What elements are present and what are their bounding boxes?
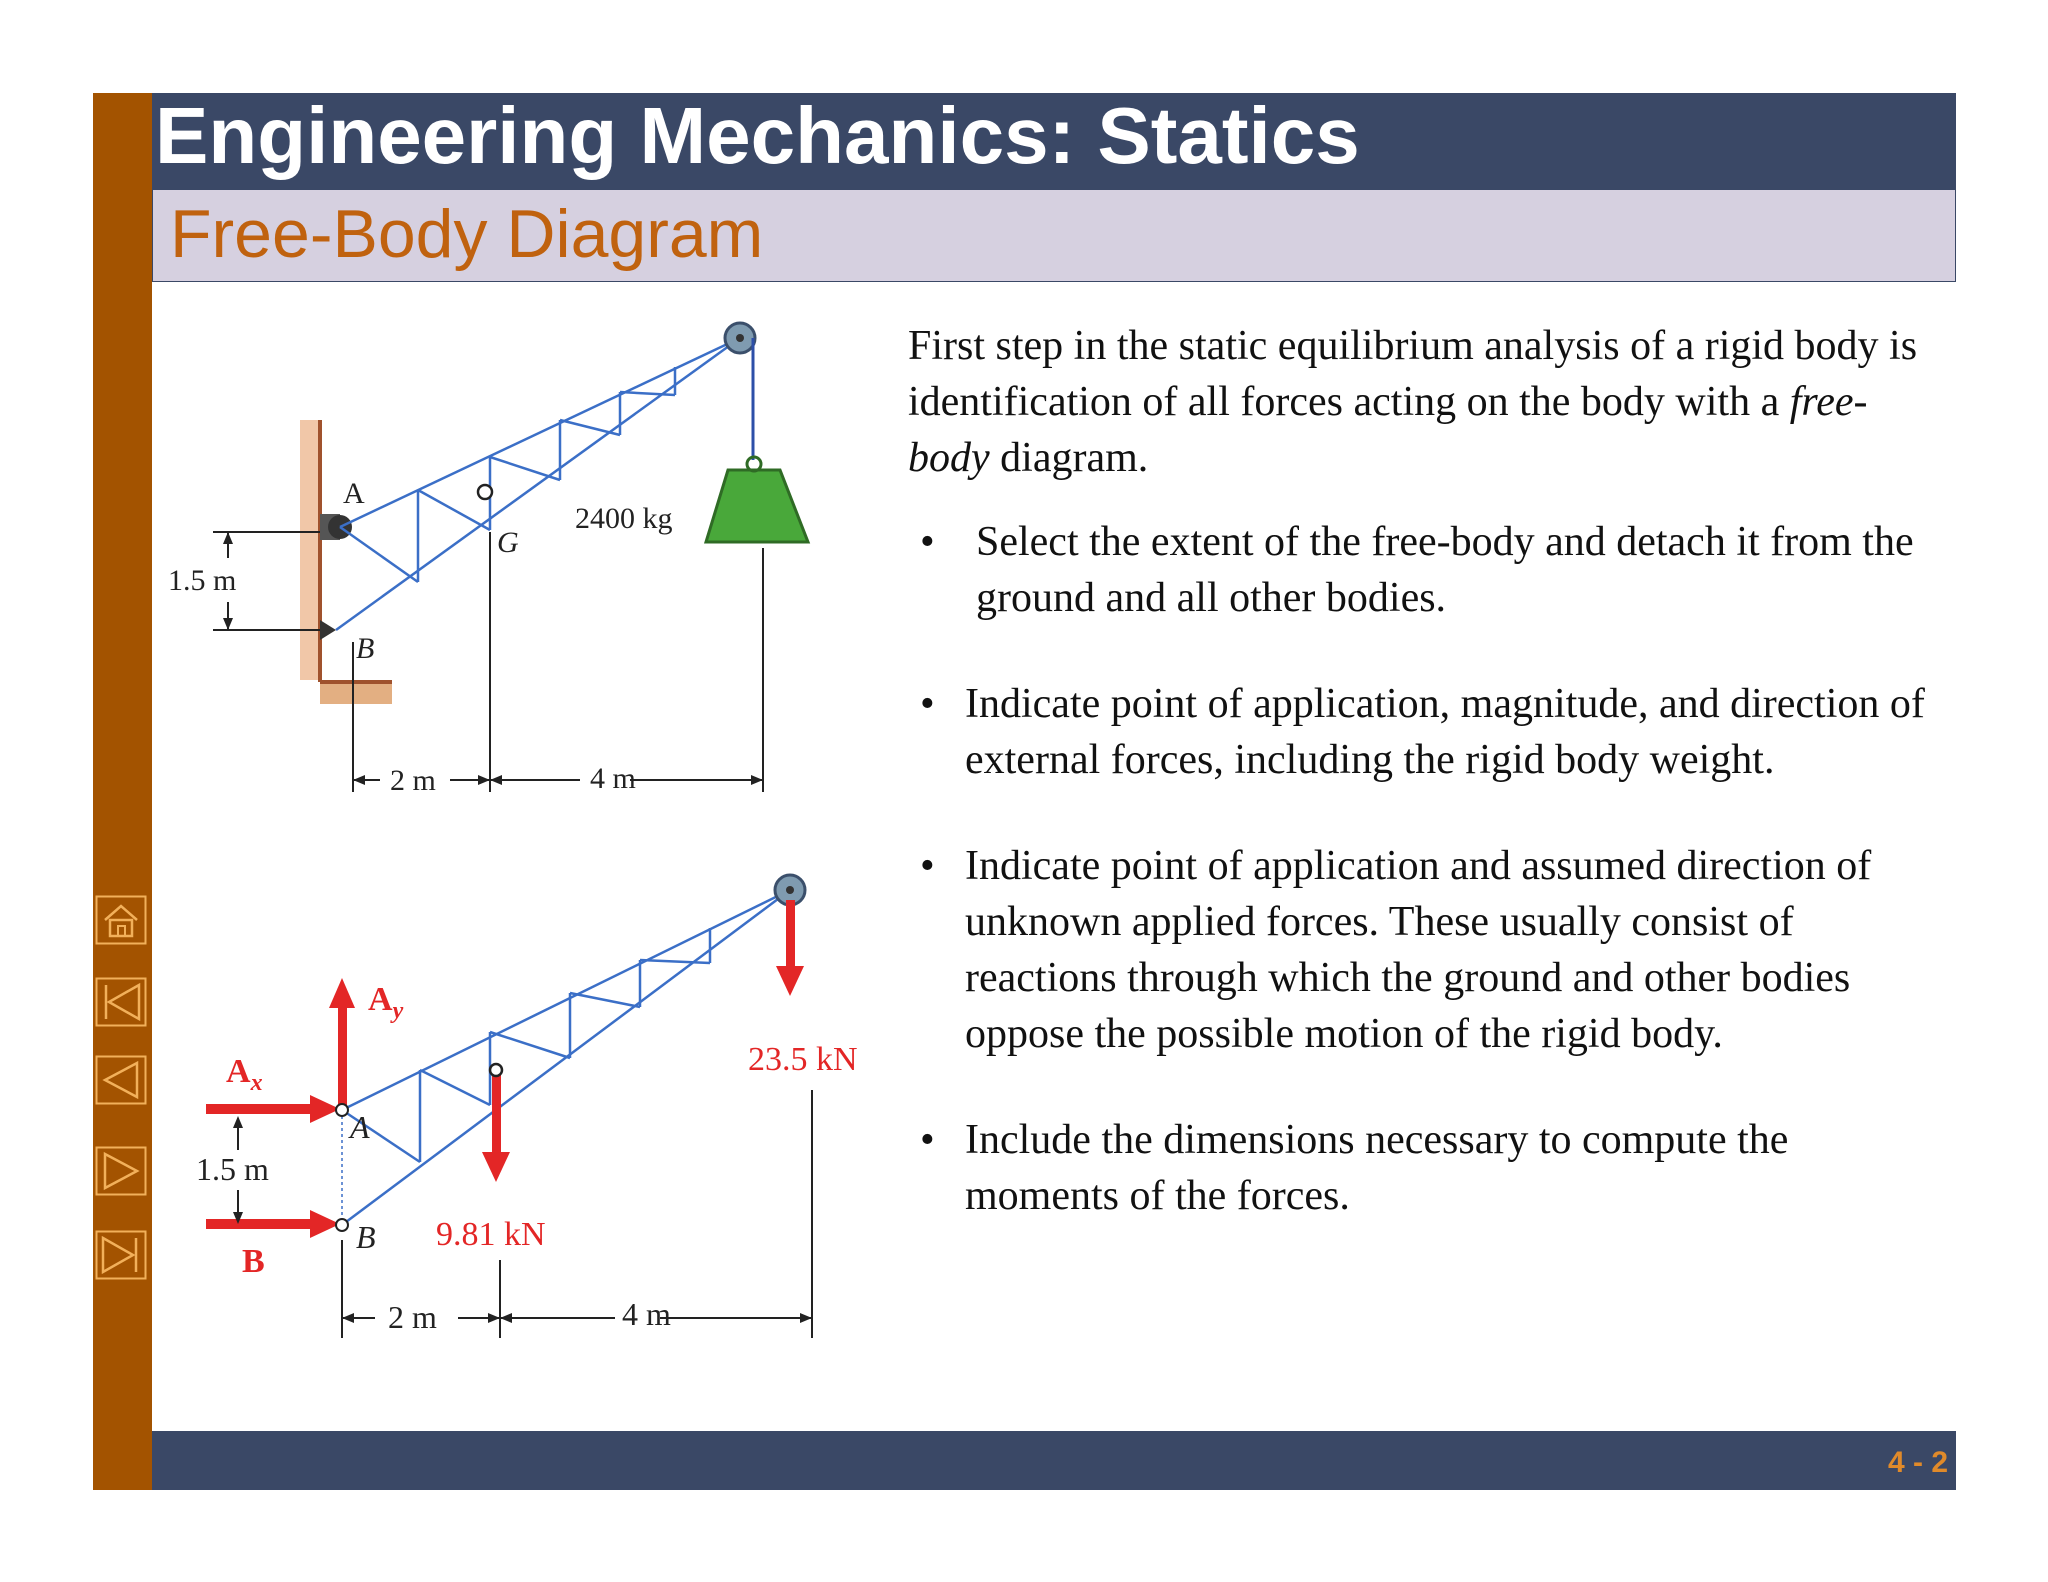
previous-slide-button[interactable] <box>95 1055 147 1105</box>
dim-vertical: 1.5 m <box>168 564 237 597</box>
ground <box>320 682 392 704</box>
dim-4m: 4 m <box>590 762 636 795</box>
force-arrows <box>206 900 804 1238</box>
dim-4m: 4 m <box>622 1296 671 1332</box>
next-slide-button[interactable] <box>95 1146 147 1196</box>
center-of-gravity <box>490 1064 502 1076</box>
dim-2m: 2 m <box>390 764 436 797</box>
intro-paragraph <box>908 318 1948 486</box>
home-icon <box>95 895 147 945</box>
rocker-b <box>320 620 336 640</box>
load-weight: 9.81 kN <box>436 1216 546 1253</box>
bullet-text: Include the dimensions necessary to compute the moments of the forces. <box>965 1117 1789 1219</box>
label-g: G <box>497 526 519 559</box>
bullet-item <box>908 676 1948 788</box>
pulley-hub <box>736 334 744 342</box>
bullet-item <box>908 514 1948 626</box>
bullet-text: Select the extent of the free-body and detach it from the ground and all other bodies. <box>976 519 1914 621</box>
intro-post: diagram. <box>989 435 1149 481</box>
dim-2m: 2 m <box>388 1299 437 1335</box>
dim-vertical: 1.5 m <box>196 1151 269 1187</box>
pin-a <box>336 1104 348 1116</box>
footer-bar <box>152 1431 1956 1490</box>
bullet-text: Indicate point of application and assumed direction of unknown applied forces. These usually consist of reactions through which the ground and other bodies oppose the possible motion of the rigid body. <box>965 843 1872 1057</box>
page-number: 4 - 2 <box>1887 1446 1948 1479</box>
bullet-item <box>908 838 1948 1062</box>
fbd-pulley-hub <box>786 886 794 894</box>
pin-b <box>336 1219 348 1231</box>
bullet-dot: • <box>920 681 935 727</box>
label-b-point: B <box>356 1219 376 1255</box>
crane-diagram <box>160 300 860 820</box>
bullet-text: Indicate point of application, magnitude, and direction of external forces, including the rigid body weight. <box>965 681 1925 783</box>
bullet-item <box>908 1112 1948 1224</box>
text-content <box>908 318 1948 1224</box>
label-a: A <box>343 477 365 510</box>
truss <box>336 338 740 630</box>
bullet-dot: • <box>920 843 935 889</box>
intro-pre: First step in the static equilibrium analysis of a rigid body is identification of all forces acting on the body with a <box>908 323 1918 425</box>
bullet-dot: • <box>920 1117 935 1163</box>
label-b-force: B <box>242 1243 265 1280</box>
first-slide-button[interactable] <box>95 977 147 1027</box>
wall <box>300 420 320 680</box>
load-mass: 23.5 kN <box>748 1041 858 1078</box>
dimension-lines <box>213 532 763 792</box>
fbd-dimension-lines <box>238 1090 812 1338</box>
fbd-truss <box>342 890 790 1225</box>
left-accent-bar <box>93 93 152 1490</box>
slide-subtitle: Free-Body Diagram <box>170 196 764 272</box>
last-slide-icon <box>95 1230 147 1280</box>
weight <box>706 470 808 542</box>
next-slide-icon <box>95 1146 147 1196</box>
last-slide-button[interactable] <box>95 1230 147 1280</box>
free-body-diagram <box>190 860 910 1360</box>
center-of-gravity <box>478 485 492 499</box>
label-ax: $A_x$ <box>226 1053 263 1096</box>
label-a: A <box>350 1109 370 1145</box>
bullet-dot: • <box>920 519 935 565</box>
first-slide-icon <box>95 977 147 1027</box>
intro-emphasis: free-body <box>908 379 1868 481</box>
mass-label: 2400 kg <box>575 502 673 535</box>
label-b: B <box>356 632 375 665</box>
home-button[interactable] <box>95 895 147 945</box>
slide-title: Engineering Mechanics: Statics <box>155 91 1360 180</box>
previous-slide-icon <box>95 1055 147 1105</box>
label-ay: $A_y$ <box>368 981 404 1024</box>
